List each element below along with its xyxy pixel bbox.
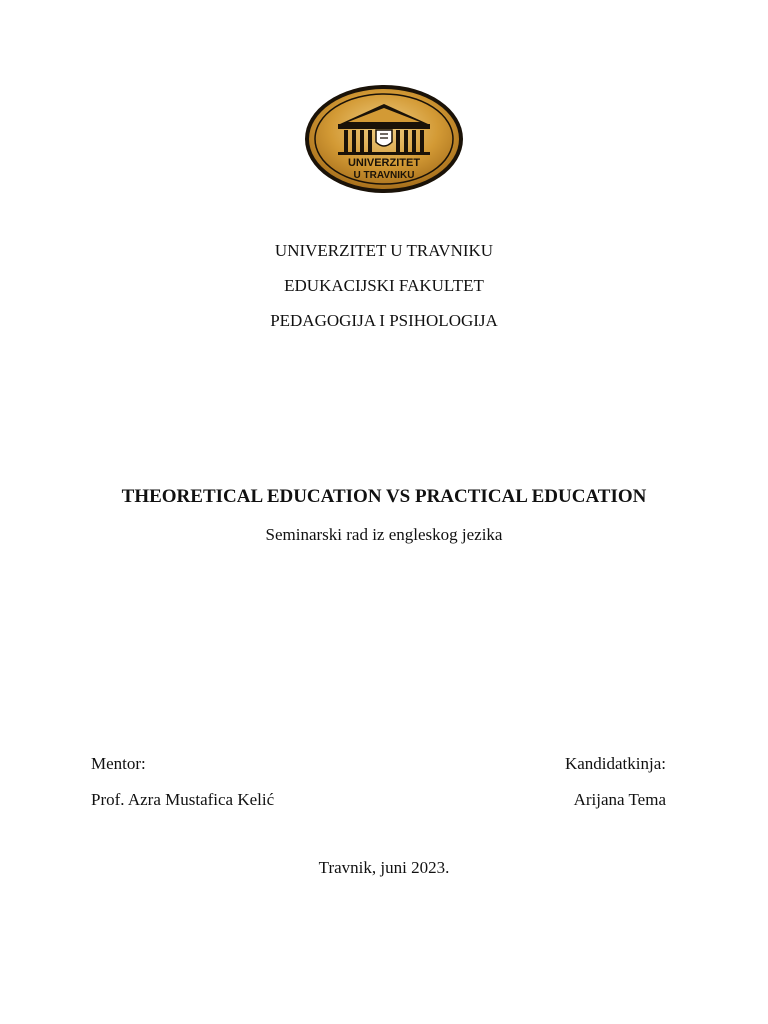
mentor-name: Prof. Azra Mustafica Kelić <box>91 790 275 809</box>
candidate-label: Kandidatkinja: <box>564 754 666 773</box>
logo-text-line2: U TRAVNIKU <box>353 170 415 181</box>
logo-text-line1: UNIVERZITET <box>347 157 421 169</box>
candidate-name: Arijana Tema <box>573 790 666 809</box>
document-subtitle: Seminarski rad iz engleskog jezika <box>265 525 503 544</box>
university-logo <box>304 84 464 194</box>
mentor-label: Mentor: <box>91 754 146 773</box>
university-name: UNIVERZITET U TRAVNIKU <box>274 241 494 260</box>
department-name: PEDAGOGIJA I PSIHOLOGIJA <box>270 311 498 330</box>
university-seal-icon <box>304 84 464 194</box>
document-title: THEORETICAL EDUCATION VS PRACTICAL EDUCATION <box>121 486 647 507</box>
place-date: Travnik, juni 2023. <box>318 858 450 877</box>
faculty-name: EDUKACIJSKI FAKULTET <box>284 276 484 295</box>
